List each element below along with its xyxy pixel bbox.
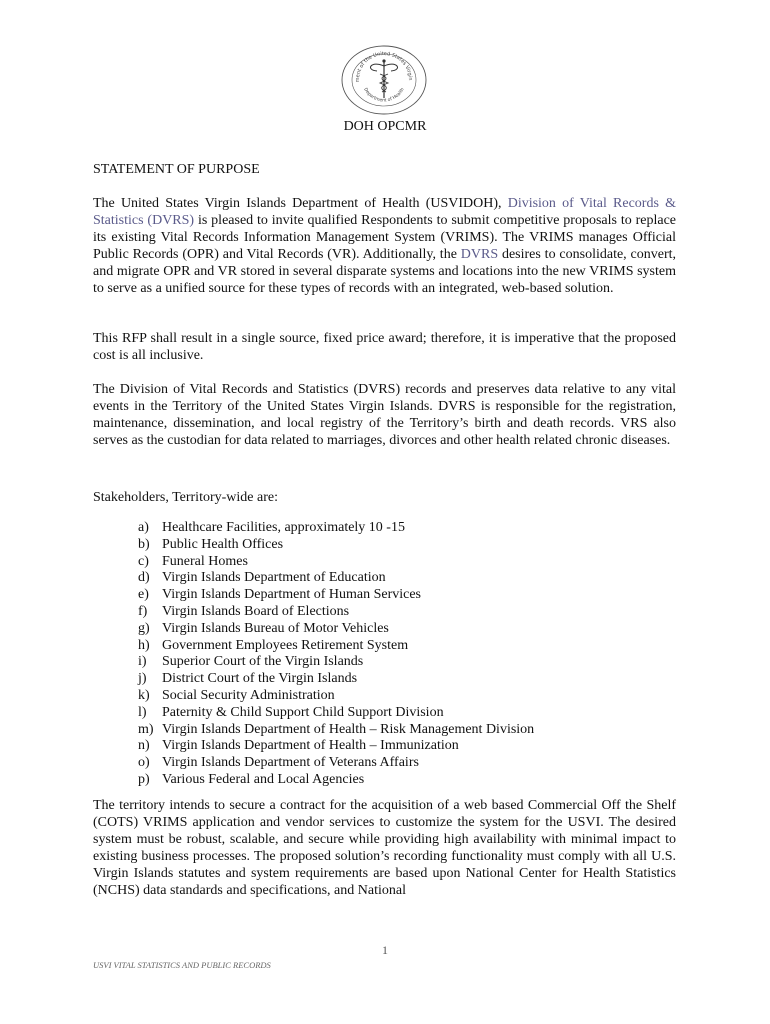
list-item-text: District Court of the Virgin Islands (162, 671, 358, 687)
list-marker: b) (138, 536, 150, 552)
list-item (138, 537, 534, 554)
list-item (138, 570, 534, 587)
list-marker: d) (138, 570, 150, 586)
list-marker: h) (138, 637, 150, 653)
seal-bottom-text: Department of Health (362, 87, 406, 104)
stakeholder-list (138, 520, 534, 789)
list-marker: k) (138, 687, 150, 703)
seal-top-text: ment of the United States Virgin (354, 50, 414, 83)
list-marker: a) (138, 520, 149, 535)
list-item (138, 772, 534, 789)
stakeholders-intro: Stakeholders, Territory-wide are: (93, 490, 278, 505)
list-item-text: Virgin Islands Board of Elections (162, 603, 350, 619)
list-item-text: Public Health Offices (162, 536, 284, 552)
list-item (138, 722, 534, 739)
list-item-text: Virgin Islands Department of Health – Risk Management Division (162, 721, 535, 737)
dvrs-full-name: Division of Vital Records & Statistics (DVRS) (93, 196, 676, 228)
list-marker: c) (138, 553, 149, 569)
list-item-text: Virgin Islands Department of Human Services (162, 587, 422, 603)
list-marker: o) (138, 755, 150, 771)
list-item-text: Government Employees Retirement System (162, 637, 409, 653)
list-marker: i) (138, 654, 147, 670)
organization-name: DOH OPCMR (343, 119, 427, 134)
list-item (138, 638, 534, 655)
list-item (138, 654, 534, 671)
purpose-text-e: desires to consolidate, convert, and migrate OPR and VR stored in several disparate systems and locations into the new VRIMS system to serve as a unified source for these types of records with an integrated, web-based solution. (93, 247, 676, 296)
list-item-text: Virgin Islands Department of Health – Immunization (162, 738, 459, 754)
cots-acquisition-paragraph: The territory intends to secure a contract for the acquisition of a web based Commercial Off the Shelf (COTS) VRIMS application and vendor services to customize the system for the USVI. The desired system must be robust, scalable, and secure while providing high availability with minimal impact to existing business processes. The proposed solution’s recording functionality must comply with all U.S. Virgin Islands statutes and system requirements are based upon National Center for Health Statistics (NCHS) data standards and specifications, and National (93, 798, 676, 898)
list-item-text: Virgin Islands Bureau of Motor Vehicles (162, 620, 389, 636)
list-item (138, 705, 534, 722)
running-footer: USVI VITAL STATISTICS AND PUBLIC RECORDS (93, 960, 271, 970)
list-item-text: Funeral Homes (162, 553, 248, 569)
list-marker: l) (138, 704, 147, 720)
list-marker: n) (138, 738, 150, 754)
list-item (138, 554, 534, 571)
list-item-text: Virgin Islands Department of Education (162, 570, 386, 586)
list-marker: j) (138, 671, 147, 687)
rfp-award-paragraph: This RFP shall result in a single source, fixed price award; therefore, it is imperative that the proposed cost is all inclusive. (93, 331, 676, 363)
list-item (138, 604, 534, 621)
list-item (138, 520, 534, 537)
list-item-text: Paternity & Child Support Child Support Division (162, 704, 444, 720)
list-item-text: Superior Court of the Virgin Islands (162, 654, 364, 670)
list-item (138, 738, 534, 755)
purpose-text-c: is pleased to invite qualified Respondents to submit competitive proposals to replace its existing Vital Records Information Management System (VRIMS). The VRIMS manages Official Public Records (OPR) and Vital Records (VR). Additionally, the (93, 213, 676, 262)
list-item (138, 587, 534, 604)
list-item (138, 671, 534, 688)
svg-text:Department of the United State (339, 44, 413, 82)
list-item-text: Social Security Administration (162, 687, 335, 703)
list-marker: f) (138, 603, 148, 619)
dvrs-description-paragraph: The Division of Vital Records and Statistics (DVRS) records and preserves data relative to any vital events in the Territory of the United States Virgin Islands. DVRS is responsible for the registration, maintenance, dissemination, and local registry of the Territory’s birth and death records. VRS also serves as the custodian for data related to marriages, divorces and other health related chronic diseases. (93, 382, 676, 448)
list-item-text: Healthcare Facilities, approximately 10 -15 (162, 520, 405, 535)
list-item (138, 621, 534, 638)
dvrs-abbreviation: DVRS (460, 247, 499, 262)
purpose-paragraph (93, 195, 676, 297)
list-item-text: Virgin Islands Department of Veterans Affairs (162, 755, 419, 771)
page-number: 1 (382, 943, 388, 957)
purpose-text-a: The United States Virgin Islands Department of Health (USVIDOH), (93, 196, 508, 211)
department-seal-logo (339, 44, 429, 116)
list-marker: e) (138, 587, 149, 603)
list-item (138, 755, 534, 772)
list-item (138, 688, 534, 705)
section-heading: STATEMENT OF PURPOSE (93, 162, 260, 177)
list-marker: p) (138, 771, 150, 787)
list-marker: m) (138, 721, 154, 737)
list-item-text: Various Federal and Local Agencies (162, 771, 365, 787)
list-marker: g) (138, 620, 150, 636)
